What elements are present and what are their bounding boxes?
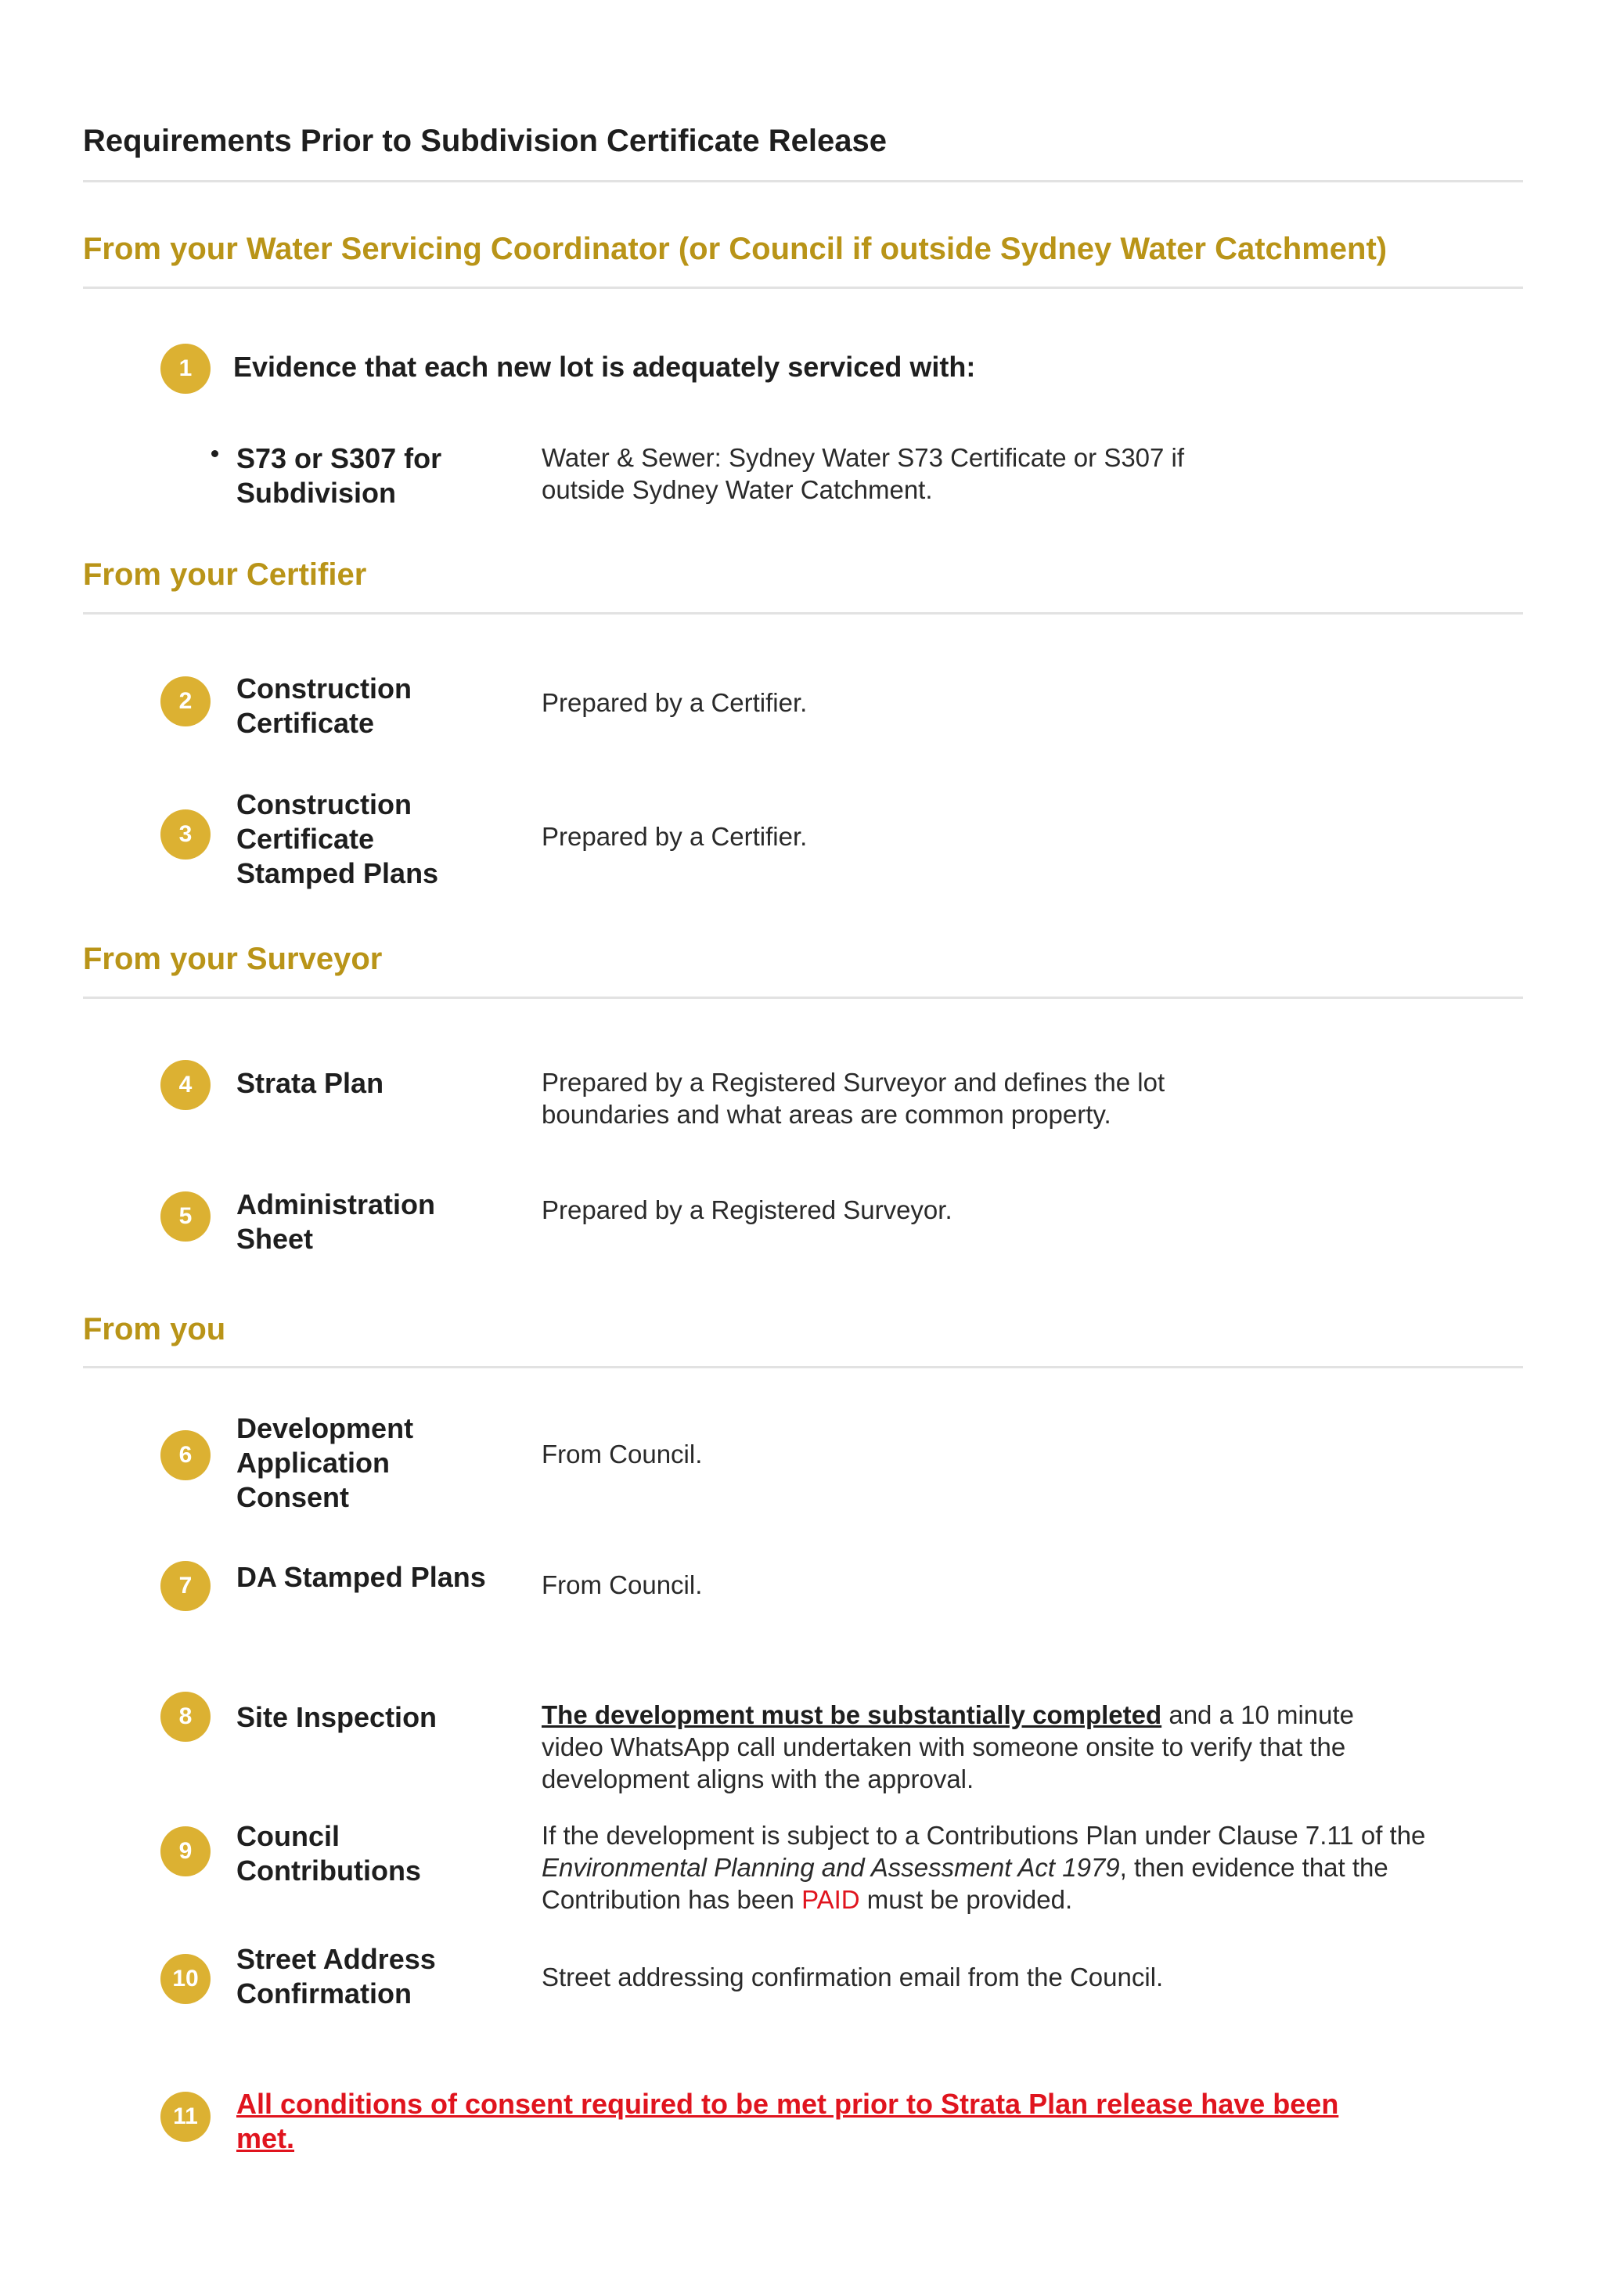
number-badge-1: 1: [160, 344, 211, 394]
item-4-label: Strata Plan: [236, 1067, 384, 1099]
item-8-label: Site Inspection: [236, 1701, 438, 1733]
bullet-dot: [211, 450, 218, 457]
item-1-bullet-label: S73 or S307 for Subdivision: [236, 442, 442, 509]
item-8-desc-strong: The development must be substantially completed: [542, 1700, 1162, 1729]
divider: [83, 180, 1523, 182]
number-badge-9: 9: [160, 1826, 211, 1876]
item-9-label: Council Contributions: [236, 1820, 421, 1887]
number-badge-7: 7: [160, 1561, 211, 1611]
item-1-bullet-desc: Water & Sewer: Sydney Water S73 Certificate or S307 if outside Sydney Water Catchment.: [542, 443, 1185, 504]
item-7-label: DA Stamped Plans: [236, 1561, 486, 1593]
number-badge-6: 6: [160, 1430, 211, 1480]
item-3-desc: Prepared by a Certifier.: [542, 822, 808, 851]
item-10-label: Street Address Confirmation: [236, 1943, 436, 2009]
item-2-desc: Prepared by a Certifier.: [542, 688, 808, 717]
item-7-desc: From Council.: [542, 1570, 703, 1599]
section-title-certifier: From your Certifier: [83, 557, 367, 592]
number-badge-5: 5: [160, 1191, 211, 1242]
number-badge-10: 10: [160, 1954, 211, 2004]
item-10-desc: Street addressing confirmation email from the Council.: [542, 1963, 1164, 1991]
item-6-desc: From Council.: [542, 1440, 703, 1469]
number-badge-11: 11: [160, 2092, 211, 2142]
section-title-you: From you: [83, 1312, 226, 1346]
item-9-desc-c: must be provided.: [859, 1885, 1073, 1914]
section-title-water: From your Water Servicing Coordinator (or Council if outside Sydney Water Catchment): [83, 232, 1388, 266]
item-9-desc: [542, 1819, 1442, 1916]
divider: [83, 1366, 1523, 1368]
item-5-desc: Prepared by a Registered Surveyor.: [542, 1195, 952, 1224]
item-2-label: Construction Certificate: [236, 672, 412, 739]
section-title-surveyor: From your Surveyor: [83, 942, 383, 976]
divider: [83, 287, 1523, 289]
divider: [83, 997, 1523, 999]
item-9-desc-a: If the development is subject to a Contributions Plan under Clause 7.11 of the: [542, 1821, 1426, 1850]
item-5-label: Administration Sheet: [236, 1188, 436, 1255]
item-9-desc-red: PAID: [801, 1885, 860, 1914]
item-8-desc-rest: and a 10 minute video WhatsApp call undertaken with someone onsite to verify that the development aligns with the approval.: [542, 1700, 1355, 1793]
item-6-label: Development Application Consent: [236, 1412, 414, 1513]
number-badge-2: 2: [160, 676, 211, 726]
number-badge-8: 8: [160, 1692, 211, 1742]
item-1-text: Evidence that each new lot is adequately serviced with:: [233, 351, 976, 383]
item-11-text: All conditions of consent required to be met prior to Strata Plan release have been met.: [236, 2088, 1339, 2154]
item-4-desc: Prepared by a Registered Surveyor and defines the lot boundaries and what areas are common property.: [542, 1068, 1165, 1129]
item-9-desc-italic: Environmental Planning and Assessment Act 1979: [542, 1853, 1120, 1882]
item-8-desc: [542, 1699, 1371, 1795]
item-3-label: Construction Certificate Stamped Plans: [236, 788, 439, 889]
number-badge-3: 3: [160, 809, 211, 860]
page-title: Requirements Prior to Subdivision Certificate Release: [83, 124, 887, 158]
number-badge-4: 4: [160, 1060, 211, 1110]
item-9-desc-b: , then evidence that the Contribution has been: [542, 1853, 1388, 1914]
divider: [83, 612, 1523, 615]
